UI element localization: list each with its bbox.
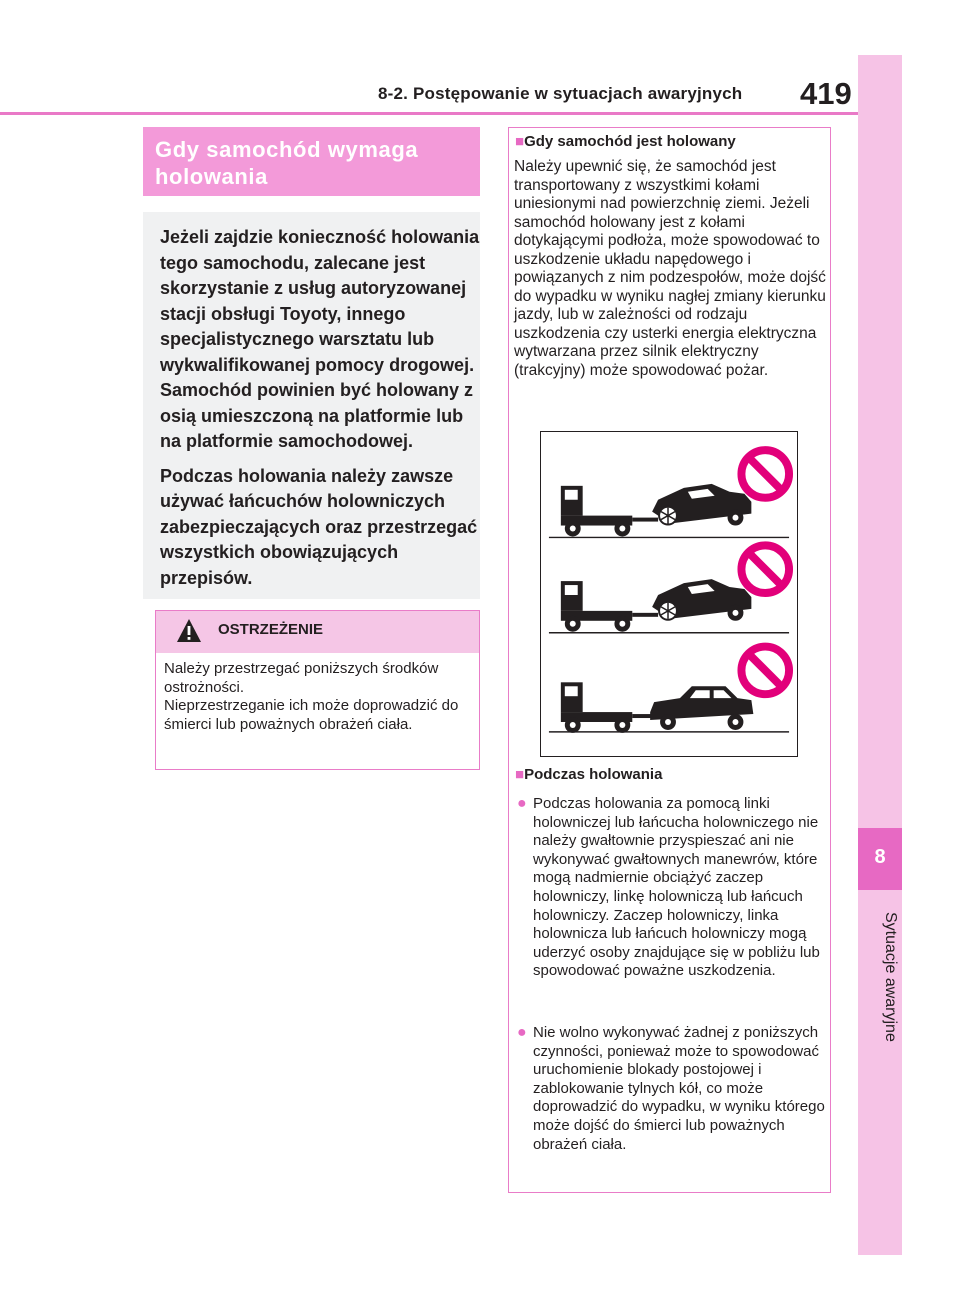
prohibition-icon bbox=[741, 545, 789, 593]
list-item bbox=[517, 1024, 829, 1154]
tow-truck-icon bbox=[561, 581, 658, 632]
section-header: 8-2. Postępowanie w sytuacjach awaryjnych bbox=[378, 84, 743, 103]
page-number: 419 bbox=[800, 76, 852, 111]
warning-title: OSTRZEŻENIE bbox=[218, 621, 324, 638]
towing-heading bbox=[515, 133, 736, 150]
round-bullet-icon: ● bbox=[517, 795, 527, 812]
towing-heading-text: Gdy samochód jest holowany bbox=[524, 133, 736, 150]
chapter-side-tab bbox=[858, 55, 902, 1255]
list-item-text: Podczas holowania za pomocą linki holowniczej lub łańcucha holowniczego nie należy gwałtownie przyspieszać ani nie wykonywać gwałtownych manewrów, które mogą nadmiernie obciążyć zaczep holowniczy, linkę holowniczą lub łańcuch holowniczy. Zaczep holowniczy, linka holownicza lub łańcuch holowniczy mogą uderzyć osoby znajdujące się w pobliżu lub spowodować poważne uszkodzenia. bbox=[533, 795, 820, 980]
warning-line: Nieprzestrzeganie ich może doprowadzić do śmierci lub poważnych obrażeń ciała. bbox=[164, 697, 459, 733]
prohibition-icon bbox=[741, 450, 789, 498]
car-icon bbox=[650, 686, 753, 730]
during-towing-heading bbox=[515, 766, 662, 783]
round-bullet-icon: ● bbox=[517, 1024, 527, 1041]
tow-scenario-2 bbox=[549, 545, 789, 632]
warning-line: Należy przestrzegać poniższych środków ostrożności. bbox=[164, 660, 439, 696]
tow-scenario-1 bbox=[549, 450, 789, 537]
chapter-title: Sytuacje awaryjne bbox=[882, 912, 899, 1042]
square-bullet-icon: ■ bbox=[515, 766, 525, 783]
header-rule bbox=[0, 112, 858, 115]
list-item bbox=[517, 795, 829, 981]
car-icon bbox=[652, 579, 751, 621]
warning-triangle-icon bbox=[176, 618, 202, 644]
prohibition-icon bbox=[741, 647, 789, 695]
car-icon bbox=[652, 484, 751, 526]
tow-truck-icon bbox=[561, 486, 658, 537]
tow-scenario-3 bbox=[549, 647, 789, 733]
section-title: Gdy samochód wymaga holowania bbox=[155, 137, 419, 189]
intro-text bbox=[160, 225, 480, 600]
warning-body bbox=[164, 660, 476, 734]
towing-text: Należy upewnić się, że samochód jest transportowany z wszystkimi kołami uniesionymi nad powierzchnię ziemi. Jeżeli samochód holowany jest z kołami dotykającymi podłoża, może spowodować to uszkodzenie układu napędowego i powiązanych z nim podzespołów, może dojść do wypadku w wyniku nagłej zmiany kierunku jazdy, lub w zależności od rodzaju uszkodzenia czy usterki energia elektryczna wytwarzana przez silnik elektryczny (trakcyjny) może spowodować pożar. bbox=[514, 158, 826, 379]
tow-truck-icon bbox=[561, 682, 652, 733]
square-bullet-icon: ■ bbox=[515, 133, 525, 150]
intro-paragraph: Podczas holowania należy zawsze używać łańcuchów holowniczych zabezpieczających oraz przestrzegać wszystkich obowiązujących przepisów. bbox=[160, 465, 478, 588]
towing-illustration bbox=[540, 431, 798, 757]
list-item-text: Nie wolno wykonywać żadnej z poniższych czynności, ponieważ może to spowodować uruchomienie blokady postojowej i zablokowanie tylnych kół, co może doprowadzić do wypadku, w wyniku którego może dojść do śmierci lub poważnych obrażeń ciała. bbox=[533, 1024, 825, 1153]
intro-paragraph: Jeżeli zajdzie konieczność holowania tego samochodu, zalecane jest skorzystanie z usług autoryzowanej stacji obsługi Toyoty, innego specjalistycznego warsztatu lub wykwalifikowanej pomocy drogowej. Samochód powinien być holowany z osią umieszczoną na platformie lub na platformie samochodowej. bbox=[160, 227, 480, 451]
during-towing-heading-text: Podczas holowania bbox=[524, 766, 663, 783]
chapter-number: 8 bbox=[874, 846, 886, 868]
